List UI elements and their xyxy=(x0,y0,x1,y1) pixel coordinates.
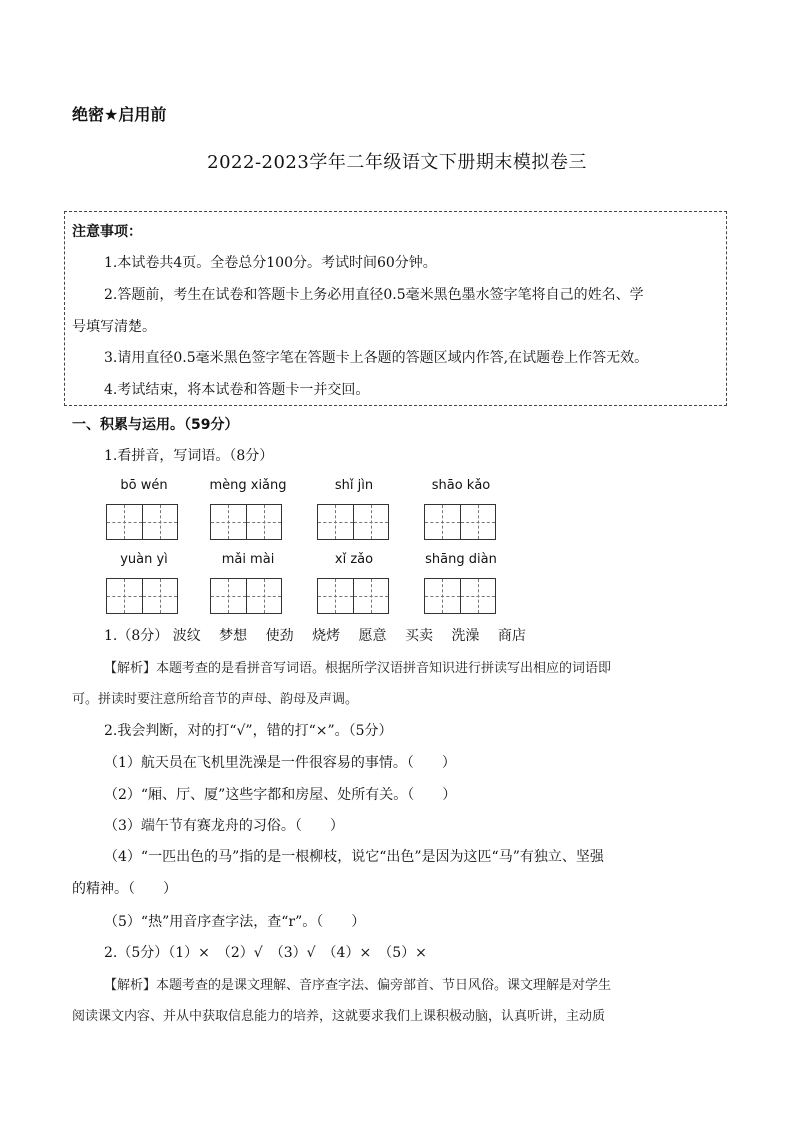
pinyin-label: xǐ zǎo xyxy=(334,552,374,567)
analysis-text: 【解析】本题考查的是课文理解、音序查字法、偏旁部首、节日风俗。课文理解是对学生 xyxy=(104,978,612,993)
notice-item: 号填写清楚。 xyxy=(72,319,156,335)
judgement-item: （5）“热”用音序查字法，查“r”。（ ） xyxy=(104,914,366,930)
section-heading: 一、积累与运用。（59分） xyxy=(72,417,239,433)
notice-item: 4.考试结束，将本试卷和答题卡一并交回。 xyxy=(104,382,370,398)
notice-box xyxy=(64,211,727,406)
judgement-item: （3）端午节有赛龙舟的习俗。（ ） xyxy=(104,818,344,834)
answer-line xyxy=(104,625,540,645)
pinyin-label: shāng diàn xyxy=(425,552,497,567)
answer-word: 洗澡 xyxy=(451,628,480,644)
pinyin-label: bō wén xyxy=(120,478,168,493)
judgement-item: （2）“厢、厅、厦”这些字都和房屋、处所有关。（ ） xyxy=(104,787,457,803)
notice-heading: 注意事项： xyxy=(72,224,142,240)
writing-grid[interactable] xyxy=(210,504,282,540)
answer-word: 使劲 xyxy=(265,628,294,644)
notice-item: 2.答题前，考生在试卷和答题卡上务必用直径0.5毫米黑色墨水签字笔将自己的姓名、学 xyxy=(104,287,644,303)
question-prompt: 2.我会判断，对的打“√”，错的打“×”。（5分） xyxy=(104,723,393,739)
page-title: 2022-2023学年二年级语文下册期末模拟卷三 xyxy=(207,152,587,173)
writing-grid[interactable] xyxy=(424,504,496,540)
answer-prefix: 1.（8分） xyxy=(104,628,169,644)
analysis-text: 【解析】本题考查的是看拼音写词语。根据所学汉语拼音知识进行拼读写出相应的词语即 xyxy=(104,661,612,676)
pinyin-label: mèng xiǎng xyxy=(209,478,287,493)
notice-item: 3.请用直径0.5毫米黑色签字笔在答题卡上各题的答题区域内作答,在试题卷上作答无效。 xyxy=(104,350,649,366)
pinyin-label: shāo kǎo xyxy=(431,478,491,493)
answer-word: 商店 xyxy=(497,628,526,644)
notice-item: 1.本试卷共4页。全卷总分100分。考试时间60分钟。 xyxy=(104,255,437,271)
analysis-text: 可。拼读时要注意所给音节的声母、韵母及声调。 xyxy=(72,692,359,707)
writing-grid[interactable] xyxy=(106,504,178,540)
confidential-label: 绝密★启用前 xyxy=(72,105,167,124)
judgement-item: 的精神。（ ） xyxy=(72,881,177,897)
answer-word: 买卖 xyxy=(404,628,433,644)
judgement-item: （4）“一匹出色的马”指的是一根柳枝，说它“出色”是因为这匹“马”有独立、坚强 xyxy=(104,849,604,865)
answer-word: 愿意 xyxy=(358,628,387,644)
judgement-item: （1）航天员在飞机里洗澡是一件很容易的事情。（ ） xyxy=(104,755,456,771)
writing-grid[interactable] xyxy=(317,504,389,540)
writing-grid[interactable] xyxy=(106,578,178,614)
pinyin-label: shǐ jìn xyxy=(334,478,374,493)
pinyin-label: mǎi mài xyxy=(221,552,275,567)
answer-word: 波纹 xyxy=(172,628,201,644)
writing-grid[interactable] xyxy=(317,578,389,614)
writing-grid[interactable] xyxy=(424,578,496,614)
answer-line: 2.（5分）（1）× （2）√ （3）√ （4）× （5）× xyxy=(104,945,427,961)
answer-word: 烧烤 xyxy=(312,628,341,644)
writing-grid[interactable] xyxy=(210,578,282,614)
pinyin-label: yuàn yì xyxy=(120,552,168,567)
analysis-text: 阅读课文内容、并从中获取信息能力的培养，这就要求我们上课积极动脑，认真听讲，主动质 xyxy=(72,1009,606,1024)
question-prompt: 1.看拼音，写词语。（8分） xyxy=(104,448,274,464)
answer-word: 梦想 xyxy=(219,628,248,644)
